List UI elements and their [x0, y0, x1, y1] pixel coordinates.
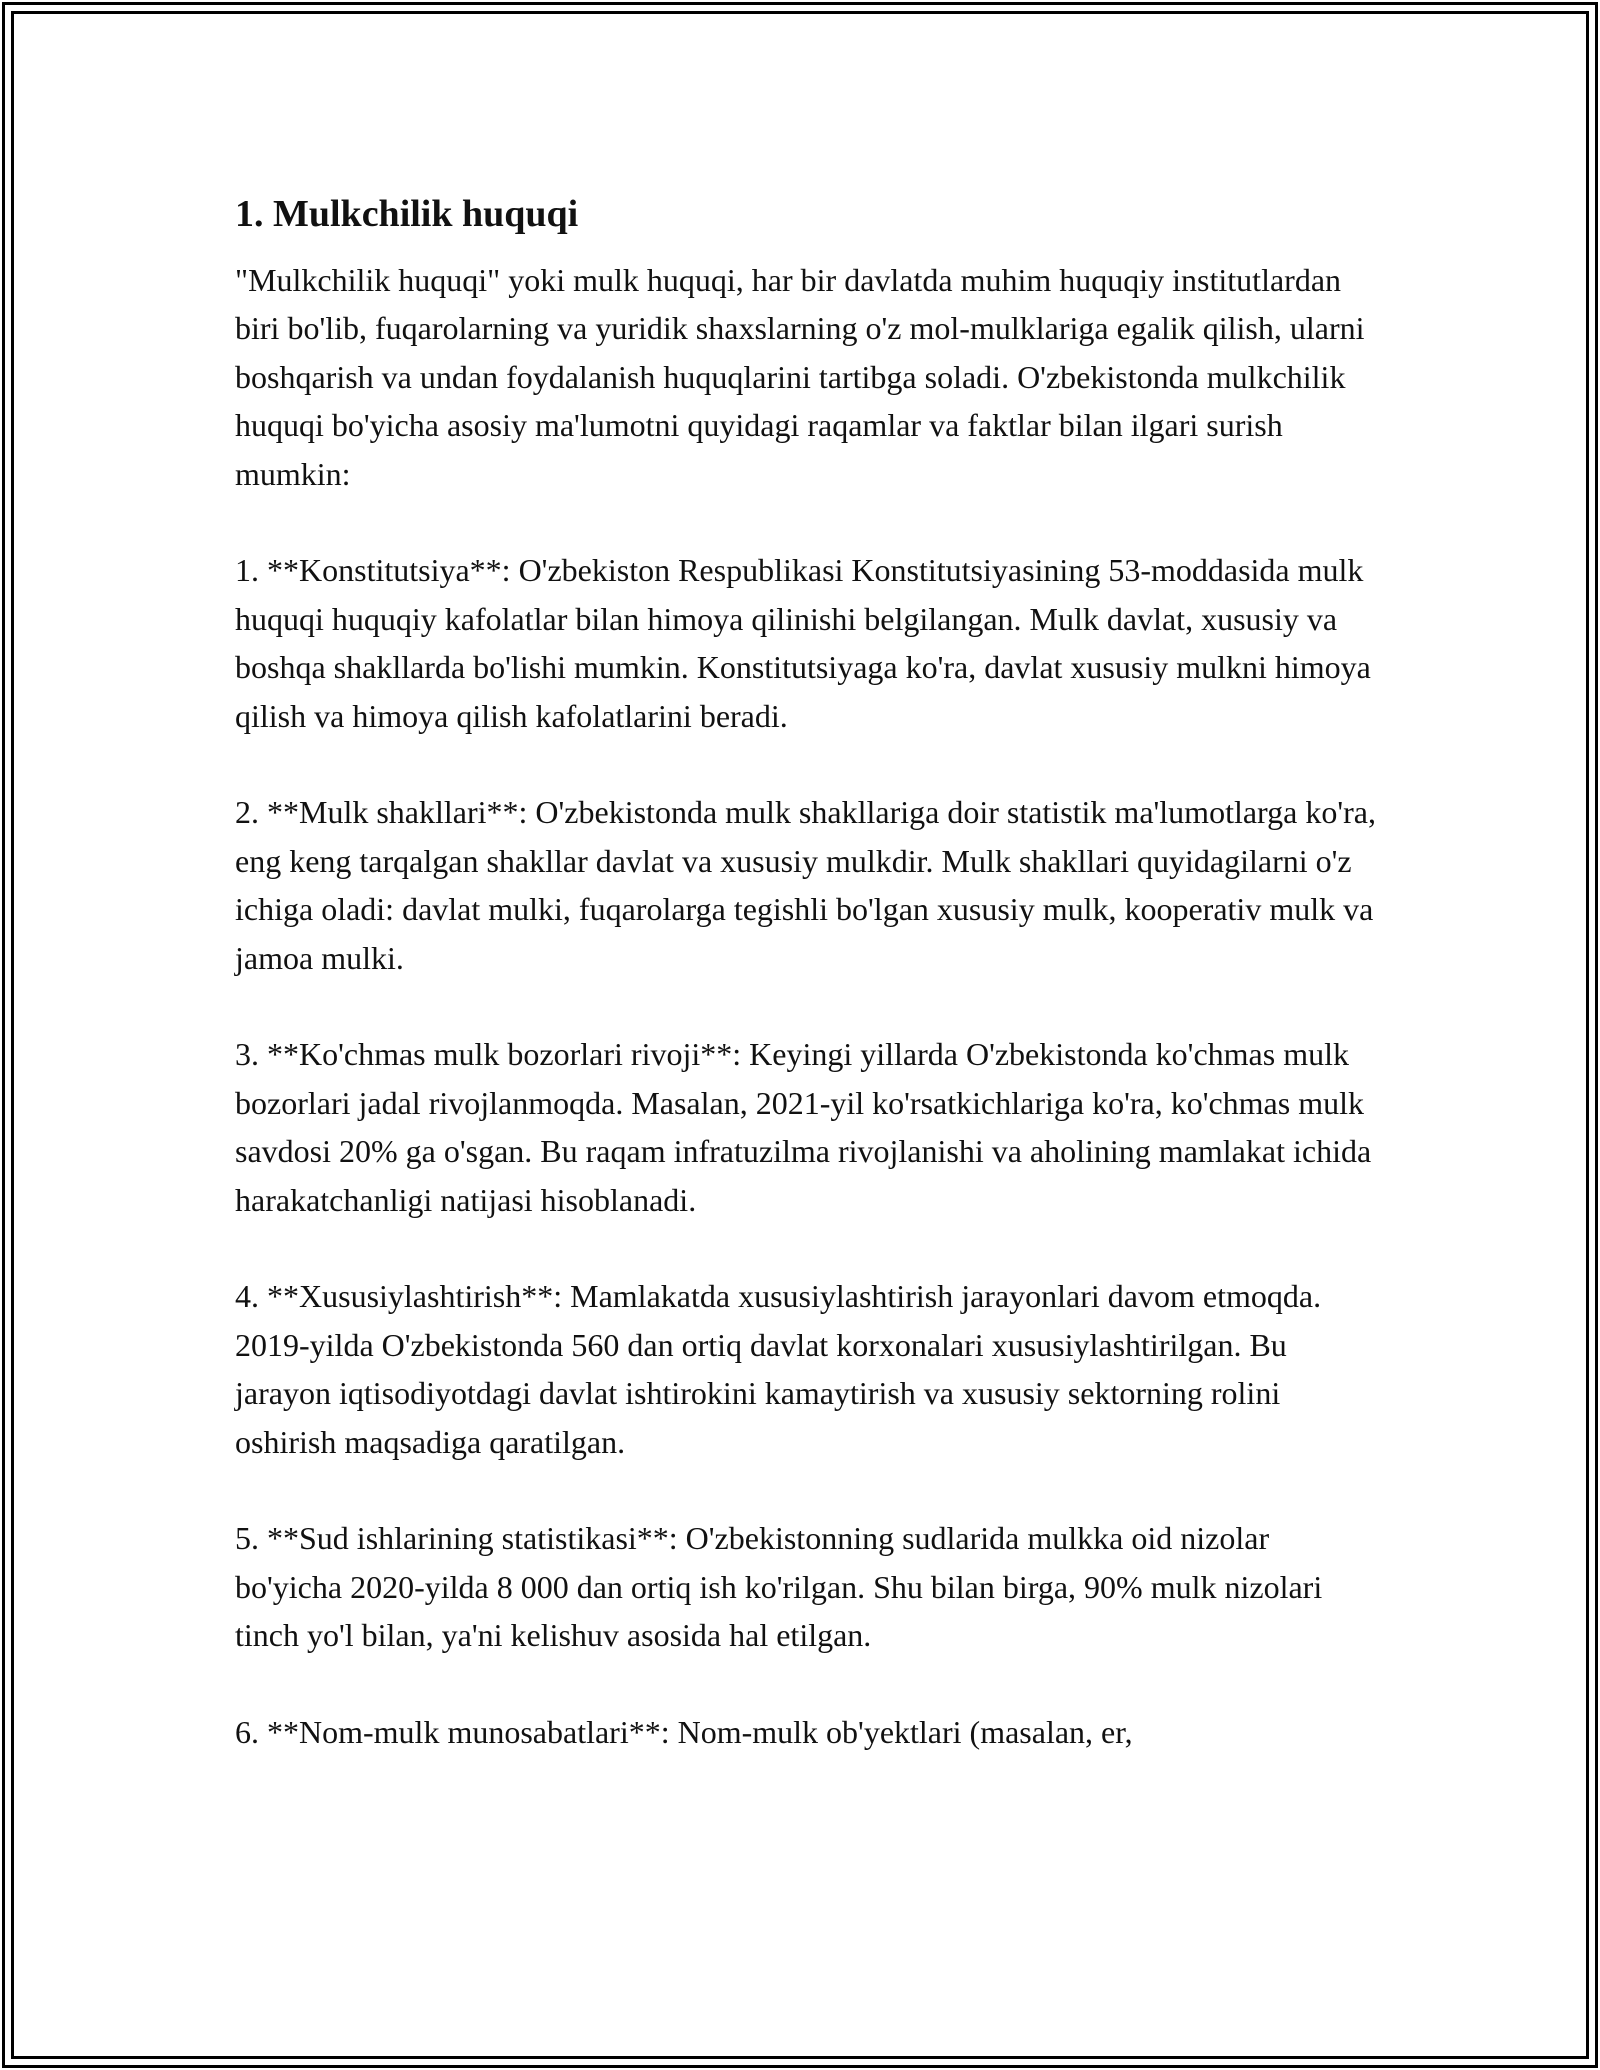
- intro-paragraph: "Mulkchilik huquqi" yoki mulk huquqi, har bir davlatda muhim huquqiy institutlardan biri bo'lib, fuqarolarning va yuridik shaxslarning o'z mol-mulklariga egalik qilish, ularni boshqarish va undan foydalanish huquqlarini tartibga soladi. O'zbekistonda mulkchilik huquqi bo'yicha asosiy ma'lumotni quyidagi raqamlar va faktlar bilan ilgari surish mumkin:: [235, 262, 1365, 492]
- list-item-nom-mulk: 6. **Nom-mulk munosabatlari**: Nom-mulk ob'yektlari (masalan, er,: [235, 1714, 1133, 1751]
- document-title: 1. Mulkchilik huquqi: [235, 193, 579, 235]
- list-item-kochmas-mulk: 3. **Ko'chmas mulk bozorlari rivoji**: Keyingi yillarda O'zbekistonda ko'chmas mulk bozorlari jadal rivojlanmoqda. Masalan, 2021-yil ko'rsatkichlariga ko'ra, ko'chmas mulk savdosi 20% ga o'sgan. Bu raqam infratuzilma rivojlanishi va aholining mamlakat ichida harakatchanligi natijasi hisoblanadi.: [235, 1036, 1372, 1218]
- list-item-mulk-shakllari: 2. **Mulk shakllari**: O'zbekistonda mulk shakllariga doir statistik ma'lumotlarga ko'ra, eng keng tarqalgan shakllar davlat va xususiy mulkdir. Mulk shakllari quyidagilarni o'z ichiga oladi: davlat mulki, fuqarolarga tegishli bo'lgan xususiy mulk, kooperativ mulk va jamoa mulki.: [235, 794, 1376, 976]
- list-item-konstitutsiya: 1. **Konstitutsiya**: O'zbekiston Respublikasi Konstitutsiyasining 53-moddasida mulk huquqi huquqiy kafolatlar bilan himoya qilinishi belgilangan. Mulk davlat, xususiy va boshqa shakllarda bo'lishi mumkin. Konstitutsiyaga ko'ra, davlat xususiy mulkni himoya qilish va himoya qilish kafolatlarini beradi.: [235, 552, 1371, 734]
- list-item-xususiylashtirish: 4. **Xususiylashtirish**: Mamlakatda xususiylashtirish jarayonlari davom etmoqda. 2019-yilda O'zbekistonda 560 dan ortiq davlat korxonalari xususiylashtirilgan. Bu jarayon iqtisodiyotdagi davlat ishtirokini kamaytirish va xususiy sektorning rolini oshirish maqsadiga qaratilgan.: [235, 1278, 1322, 1460]
- document-body: [235, 190, 1380, 1757]
- list-item-sud-ishlari: 5. **Sud ishlarining statistikasi**: O'zbekistonning sudlarida mulkka oid nizolar bo'yicha 2020-yilda 8 000 dan ortiq ish ko'rilgan. Shu bilan birga, 90% mulk nizolari tinch yo'l bilan, ya'ni kelishuv asosida hal etilgan.: [235, 1520, 1323, 1654]
